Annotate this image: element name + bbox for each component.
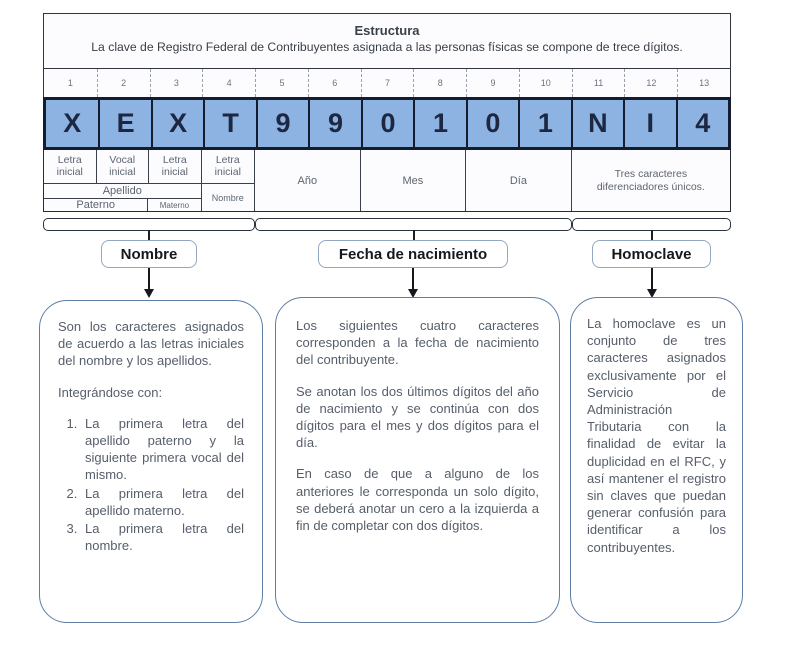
position-number-10: 10 [519, 69, 572, 97]
fecha-paragraph-1: Los siguientes cuatro caracteres corresponden a la fecha de nacimiento del contribuyente. [296, 318, 539, 368]
note-homoclave [570, 297, 743, 623]
note-fecha-nacimiento [275, 297, 560, 623]
arrow-down-homoclave [651, 268, 653, 289]
rfc-char-2: E [98, 100, 150, 147]
rfc-char-6: 9 [308, 100, 360, 147]
rfc-character-row [43, 97, 731, 150]
fecha-paragraph-3: En caso de que a alguno de los anteriores le corresponda un solo dígito, se deberá anotar un cero a la izquierda a fin de completar con dos dígitos. [296, 466, 539, 534]
rfc-char-13: 4 [676, 100, 728, 147]
bracket-homoclave [572, 218, 731, 231]
rfc-char-11: N [571, 100, 623, 147]
arrow-down-fecha [412, 268, 414, 289]
position-number-2: 2 [97, 69, 150, 97]
name-segment [44, 150, 255, 211]
nombre-rules-list [64, 415, 244, 555]
paterno-materno-row [44, 199, 201, 211]
position-number-5: 5 [255, 69, 308, 97]
position-number-7: 7 [361, 69, 414, 97]
nombre-rule-1: 1. La primera letra del apellido paterno y la siguiente primera vocal del mismo. [81, 415, 244, 484]
tag-homoclave: Homoclave [592, 240, 711, 268]
estructura-title: Estructura [354, 23, 420, 38]
initial-letter-label-1: Letra inicial [44, 150, 97, 184]
position-number-11: 11 [572, 69, 625, 97]
apellido-label: Apellido [44, 184, 201, 199]
estructura-header [43, 13, 731, 69]
position-number-8: 8 [413, 69, 466, 97]
month-label: Mes [361, 150, 467, 211]
rfc-table [43, 13, 731, 212]
initials-row [44, 150, 254, 184]
position-number-6: 6 [308, 69, 361, 97]
apellido-column [44, 184, 202, 211]
rfc-char-3: X [151, 100, 203, 147]
segment-label-band [43, 150, 731, 212]
rfc-char-1: X [46, 100, 98, 147]
position-number-13: 13 [677, 69, 730, 97]
initial-letter-label-2: Letra inicial [149, 150, 202, 184]
day-label: Día [466, 150, 572, 211]
estructura-subtitle: La clave de Registro Federal de Contribuyentes asignada a las personas físicas se compone de trece dígitos. [91, 40, 683, 54]
nombre-rule-3: 3. La primera letra del nombre. [81, 520, 244, 554]
nombre-label: Nombre [211, 192, 244, 203]
homoclave-segment-label: Tres caracteres diferenciadores únicos. [596, 167, 705, 193]
initial-letter-label-3: Letra inicial [202, 150, 255, 184]
materno-label: Materno [159, 200, 190, 210]
rfc-char-7: 0 [361, 100, 413, 147]
year-label: Año [255, 150, 361, 211]
position-number-9: 9 [466, 69, 519, 97]
paterno-label: Paterno [44, 199, 148, 211]
nombre-paragraph-1: Son los caracteres asignados de acuerdo a las letras iniciales del nombre y los apellidos. [58, 319, 244, 369]
nombre-paragraph-2: Integrándose con: [58, 384, 163, 400]
rfc-char-8: 1 [413, 100, 465, 147]
rfc-char-9: 0 [466, 100, 518, 147]
position-number-3: 3 [150, 69, 203, 97]
position-number-row [43, 69, 731, 97]
arrow-down-nombre [148, 268, 150, 289]
rfc-char-12: I [623, 100, 675, 147]
homoclave-paragraph-1: La homoclave es un conjunto de tres caracteres asignados exclusivamente por el Servicio de Administración Tributaria con la finalidad de evitar la duplicidad en el RFC, y así mantener el registro sin claves que puedan generar confusión para identificar a los contribuyentes. [587, 316, 726, 555]
tag-fecha-nacimiento: Fecha de nacimiento [318, 240, 508, 268]
note-nombre [39, 300, 263, 623]
rfc-char-10: 1 [518, 100, 570, 147]
position-number-4: 4 [202, 69, 255, 97]
fecha-paragraph-2: Se anotan los dos últimos dígitos del año de nacimiento y se continúa con dos dígitos para el mes y dos dígitos para el día. [296, 383, 539, 451]
bracket-nombre [43, 218, 255, 231]
position-number-1: 1 [67, 78, 73, 88]
rfc-char-5: 9 [256, 100, 308, 147]
rfc-char-4: T [203, 100, 255, 147]
bracket-fecha-nacimiento [255, 218, 572, 231]
nombre-rule-2: 2. La primera letra del apellido materno. [81, 485, 244, 519]
tag-nombre: Nombre [101, 240, 197, 268]
surname-row [44, 184, 254, 211]
position-number-12: 12 [624, 69, 677, 97]
initial-vowel-label: Vocal inicial [97, 150, 150, 184]
